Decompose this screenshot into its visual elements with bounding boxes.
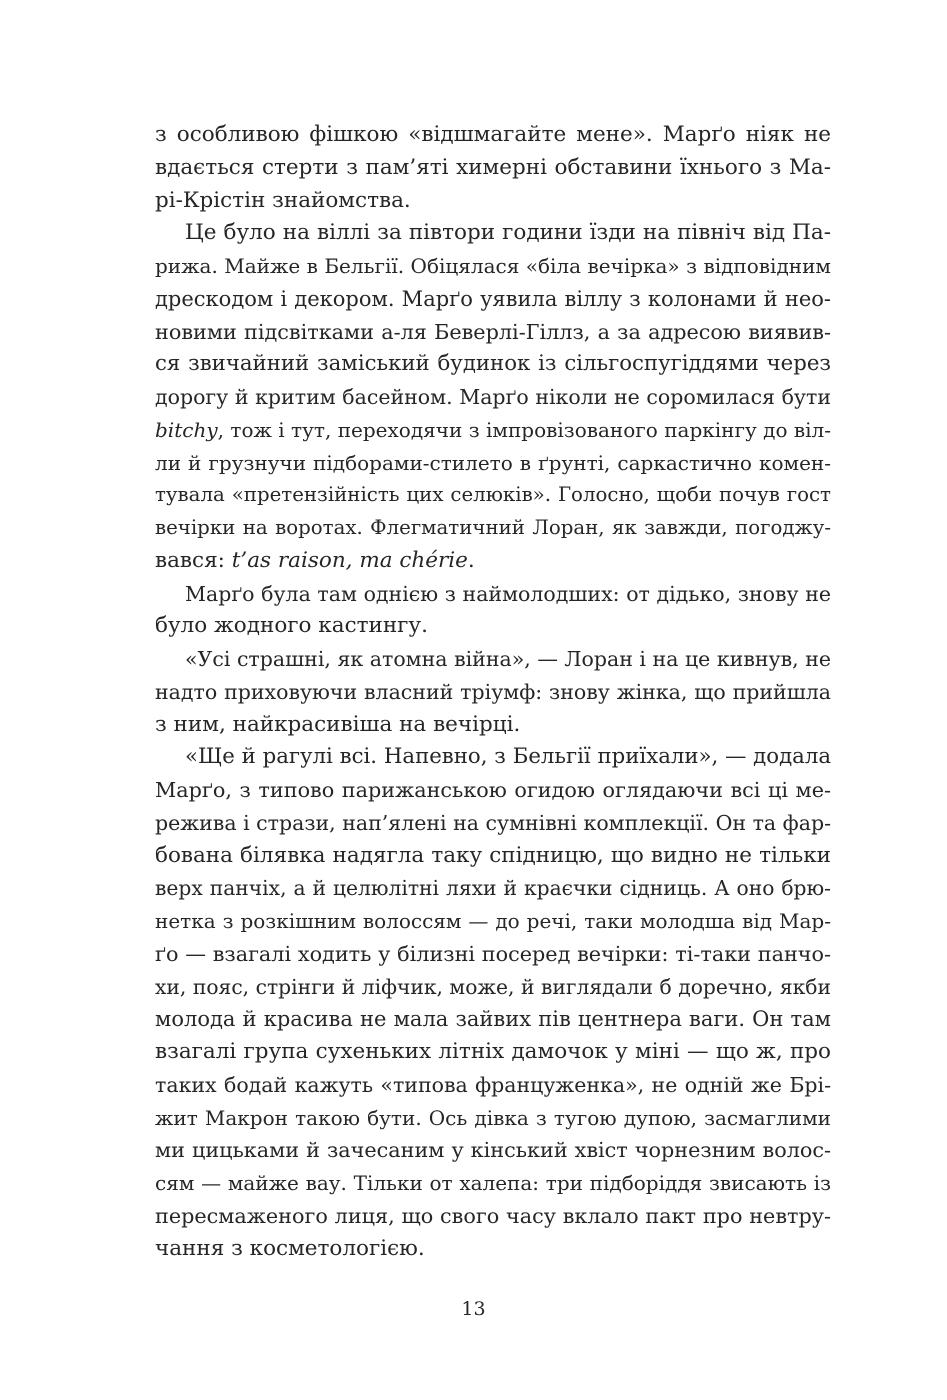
text-line: дорогу й критим басейном. Марґо ніколи не соромилася бути — [155, 385, 831, 409]
italic-run: bitchy — [155, 417, 218, 442]
paragraph — [155, 741, 831, 1265]
text-line: ли й грузнучи підборами-стилето в ґрунті, саркастично комен- — [155, 450, 831, 475]
paragraph — [155, 119, 831, 217]
text-line: верх панчіх, а й целюлітні ляхи й краєчки сідниць. А оно брю- — [155, 876, 831, 901]
text-line: з ним, найкрасивіша на вечірці. — [155, 711, 521, 737]
text-line: рі-Крістін знайомства. — [155, 187, 411, 213]
text-line: Марґо була там однією з наймолодших: от дідько, знову не — [185, 581, 831, 606]
paragraph — [155, 643, 831, 741]
text-line: вдається стерти з пам’яті химерні обставини їхнього з Ма- — [155, 154, 831, 180]
text-line: молода й красива не мала зайвих пів центнера ваги. Он там — [155, 1007, 831, 1032]
page-number: 13 — [461, 1298, 486, 1320]
text-line: «Ще й рагулі всі. Напевно, з Бельгії приїхали», — додала — [185, 744, 831, 770]
text-line: Це було на віллі за півтори години їзди на північ від Па- — [185, 220, 831, 246]
text-line: дрескодом і декором. Марґо уявила віллу з колонами й нео- — [155, 286, 831, 311]
text-line: пересмаженого лиця, що свого часу вклало пакт про невтру- — [155, 1203, 831, 1228]
text-line: новими підсвітками а-ля Беверлі-Гіллз, а за адресою виявив- — [155, 319, 831, 344]
text-line: бована білявка надягла таку спідницю, що видно не тільки — [155, 842, 831, 868]
text-line: ми цицьками й зачесаним у кінський хвіст чорнезним волос- — [155, 1138, 831, 1163]
text-line: «Усі страшні, як атомна війна», — Лоран і на це кивнув, не — [185, 647, 831, 671]
text-line: надто приховуючи власний тріумф: знову жінка, що прийшла — [155, 679, 831, 704]
text-line: тувала «претензійність цих селюків». Голосно, щоби почув гост — [155, 483, 831, 507]
text-line: було жодного кастингу. — [155, 613, 428, 639]
paragraph — [155, 578, 831, 644]
text-line — [155, 545, 831, 578]
text-line: ся звичайний заміський будинок із сільгоспугіддями через — [155, 351, 831, 377]
text-line: жит Макрон такою бути. Ось дівка з тугою дупою, засмаглими — [155, 1105, 831, 1130]
text-run: вався: — [155, 547, 232, 573]
text-run: . — [467, 547, 475, 573]
text-line: взагалі група сухеньких літніх дамочок у міні — що ж, про — [155, 1039, 831, 1064]
text-line: ґо — взагалі ходить у білизні посеред вечірки: ті-таки панчо- — [155, 941, 831, 966]
text-line: сям — майже вау. Тільки от халепа: три підборіддя звисають із — [155, 1171, 831, 1195]
text-line: режива і стрази, нап’ялені на сумнівні комплекції. Он та фар- — [155, 810, 831, 835]
text-line: хи, пояс, стрінги й ліфчик, може, й виглядали б доречно, якби — [155, 974, 831, 999]
paragraph — [155, 217, 831, 577]
text-line: вечірки на воротах. Флегматичний Лоран, як завжди, погоджу- — [155, 516, 831, 539]
text-line: нетка з розкішним волоссям — до речі, таки молодша від Мар- — [155, 909, 831, 933]
text-line: з особливою фішкою «відшмагайте мене». Марґо ніяк не — [155, 122, 831, 147]
text-line: рижа. Майже в Бельгії. Обіцялася «біла вечірка» з відповідним — [155, 254, 831, 278]
text-line: таких бодай кажуть «типова француженка», не одній же Брі- — [155, 1072, 831, 1097]
italic-run: t’as raison, ma chérie — [231, 547, 468, 573]
text-line: чання з косметологією. — [155, 1235, 425, 1261]
text-run: , тож і тут, переходячи з імпровізованого паркінгу до віл- — [217, 417, 831, 442]
text-line: Марґо, з типово парижанською огидою оглядаючи всі ці ме- — [155, 778, 831, 802]
body-text — [155, 119, 831, 1265]
text-line — [155, 414, 831, 447]
